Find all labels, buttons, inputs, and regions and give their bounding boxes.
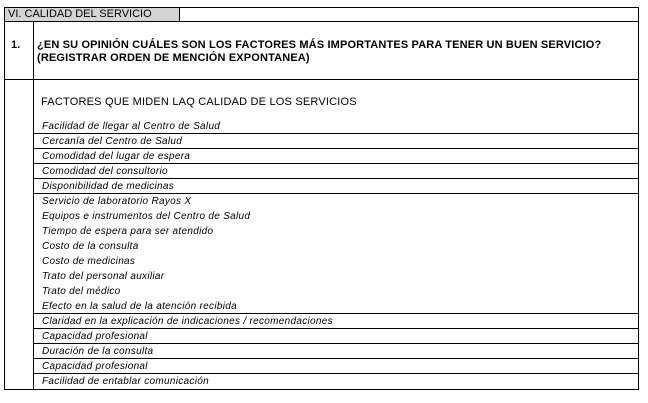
list-item: Trato del personal auxiliar [42, 271, 165, 282]
row-divider [33, 163, 638, 164]
section-title: VI. CALIDAD DEL SERVICIO [4, 7, 180, 22]
question-number: 1. [11, 39, 21, 51]
list-item: Equipos e instrumentos del Centro de Salud [42, 211, 251, 222]
list-item: Tiempo de espera para ser atendido [42, 226, 214, 237]
row-divider [5, 79, 638, 80]
list-item: Costo de medicinas [42, 256, 136, 267]
list-item: Costo de la consulta [42, 241, 139, 252]
list-item: Capacidad profesional [42, 361, 148, 372]
list-item: Claridad en la explicación de indicaciones / recomendaciones [42, 316, 333, 327]
list-item: Comodidad del lugar de espera [42, 151, 191, 162]
list-item: Trato del médico [42, 286, 121, 297]
question-instruction: (REGISTRAR ORDEN DE MENCIÓN EXPONTANEA) [37, 52, 310, 64]
factors-heading: FACTORES QUE MIDEN LAQ CALIDAD DE LOS SERVICIOS [41, 96, 357, 108]
list-item: Duración de la consulta [42, 346, 154, 357]
row-divider [33, 133, 638, 134]
section-header-bar [179, 7, 639, 22]
row-divider [33, 193, 638, 194]
list-item: Facilidad de entablar comunicación [42, 376, 209, 387]
list-item: Capacidad profesional [42, 331, 148, 342]
row-divider [33, 343, 638, 344]
question-text: ¿EN SU OPINIÓN CUÁLES SON LOS FACTORES MÁS IMPORTANTES PARA TENER UN BUEN SERVICIO? [37, 39, 602, 51]
row-divider [33, 358, 638, 359]
list-item: Servicio de laboratorio Rayos X [42, 196, 192, 207]
list-item: Disponibilidad de medicinas [42, 181, 175, 192]
number-column-divider [33, 22, 34, 389]
question-block [37, 39, 633, 65]
list-item: Facilidad de llegar al Centro de Salud [42, 121, 221, 132]
list-item: Efecto en la salud de la atención recibida [42, 301, 237, 312]
row-divider [33, 178, 638, 179]
row-divider [33, 148, 638, 149]
row-divider [33, 328, 638, 329]
list-item: Comodidad del consultorio [42, 166, 168, 177]
questionnaire-table [4, 21, 639, 390]
row-divider [33, 313, 638, 314]
row-divider [33, 373, 638, 374]
list-item: Cercanía del Centro de Salud [42, 136, 183, 147]
